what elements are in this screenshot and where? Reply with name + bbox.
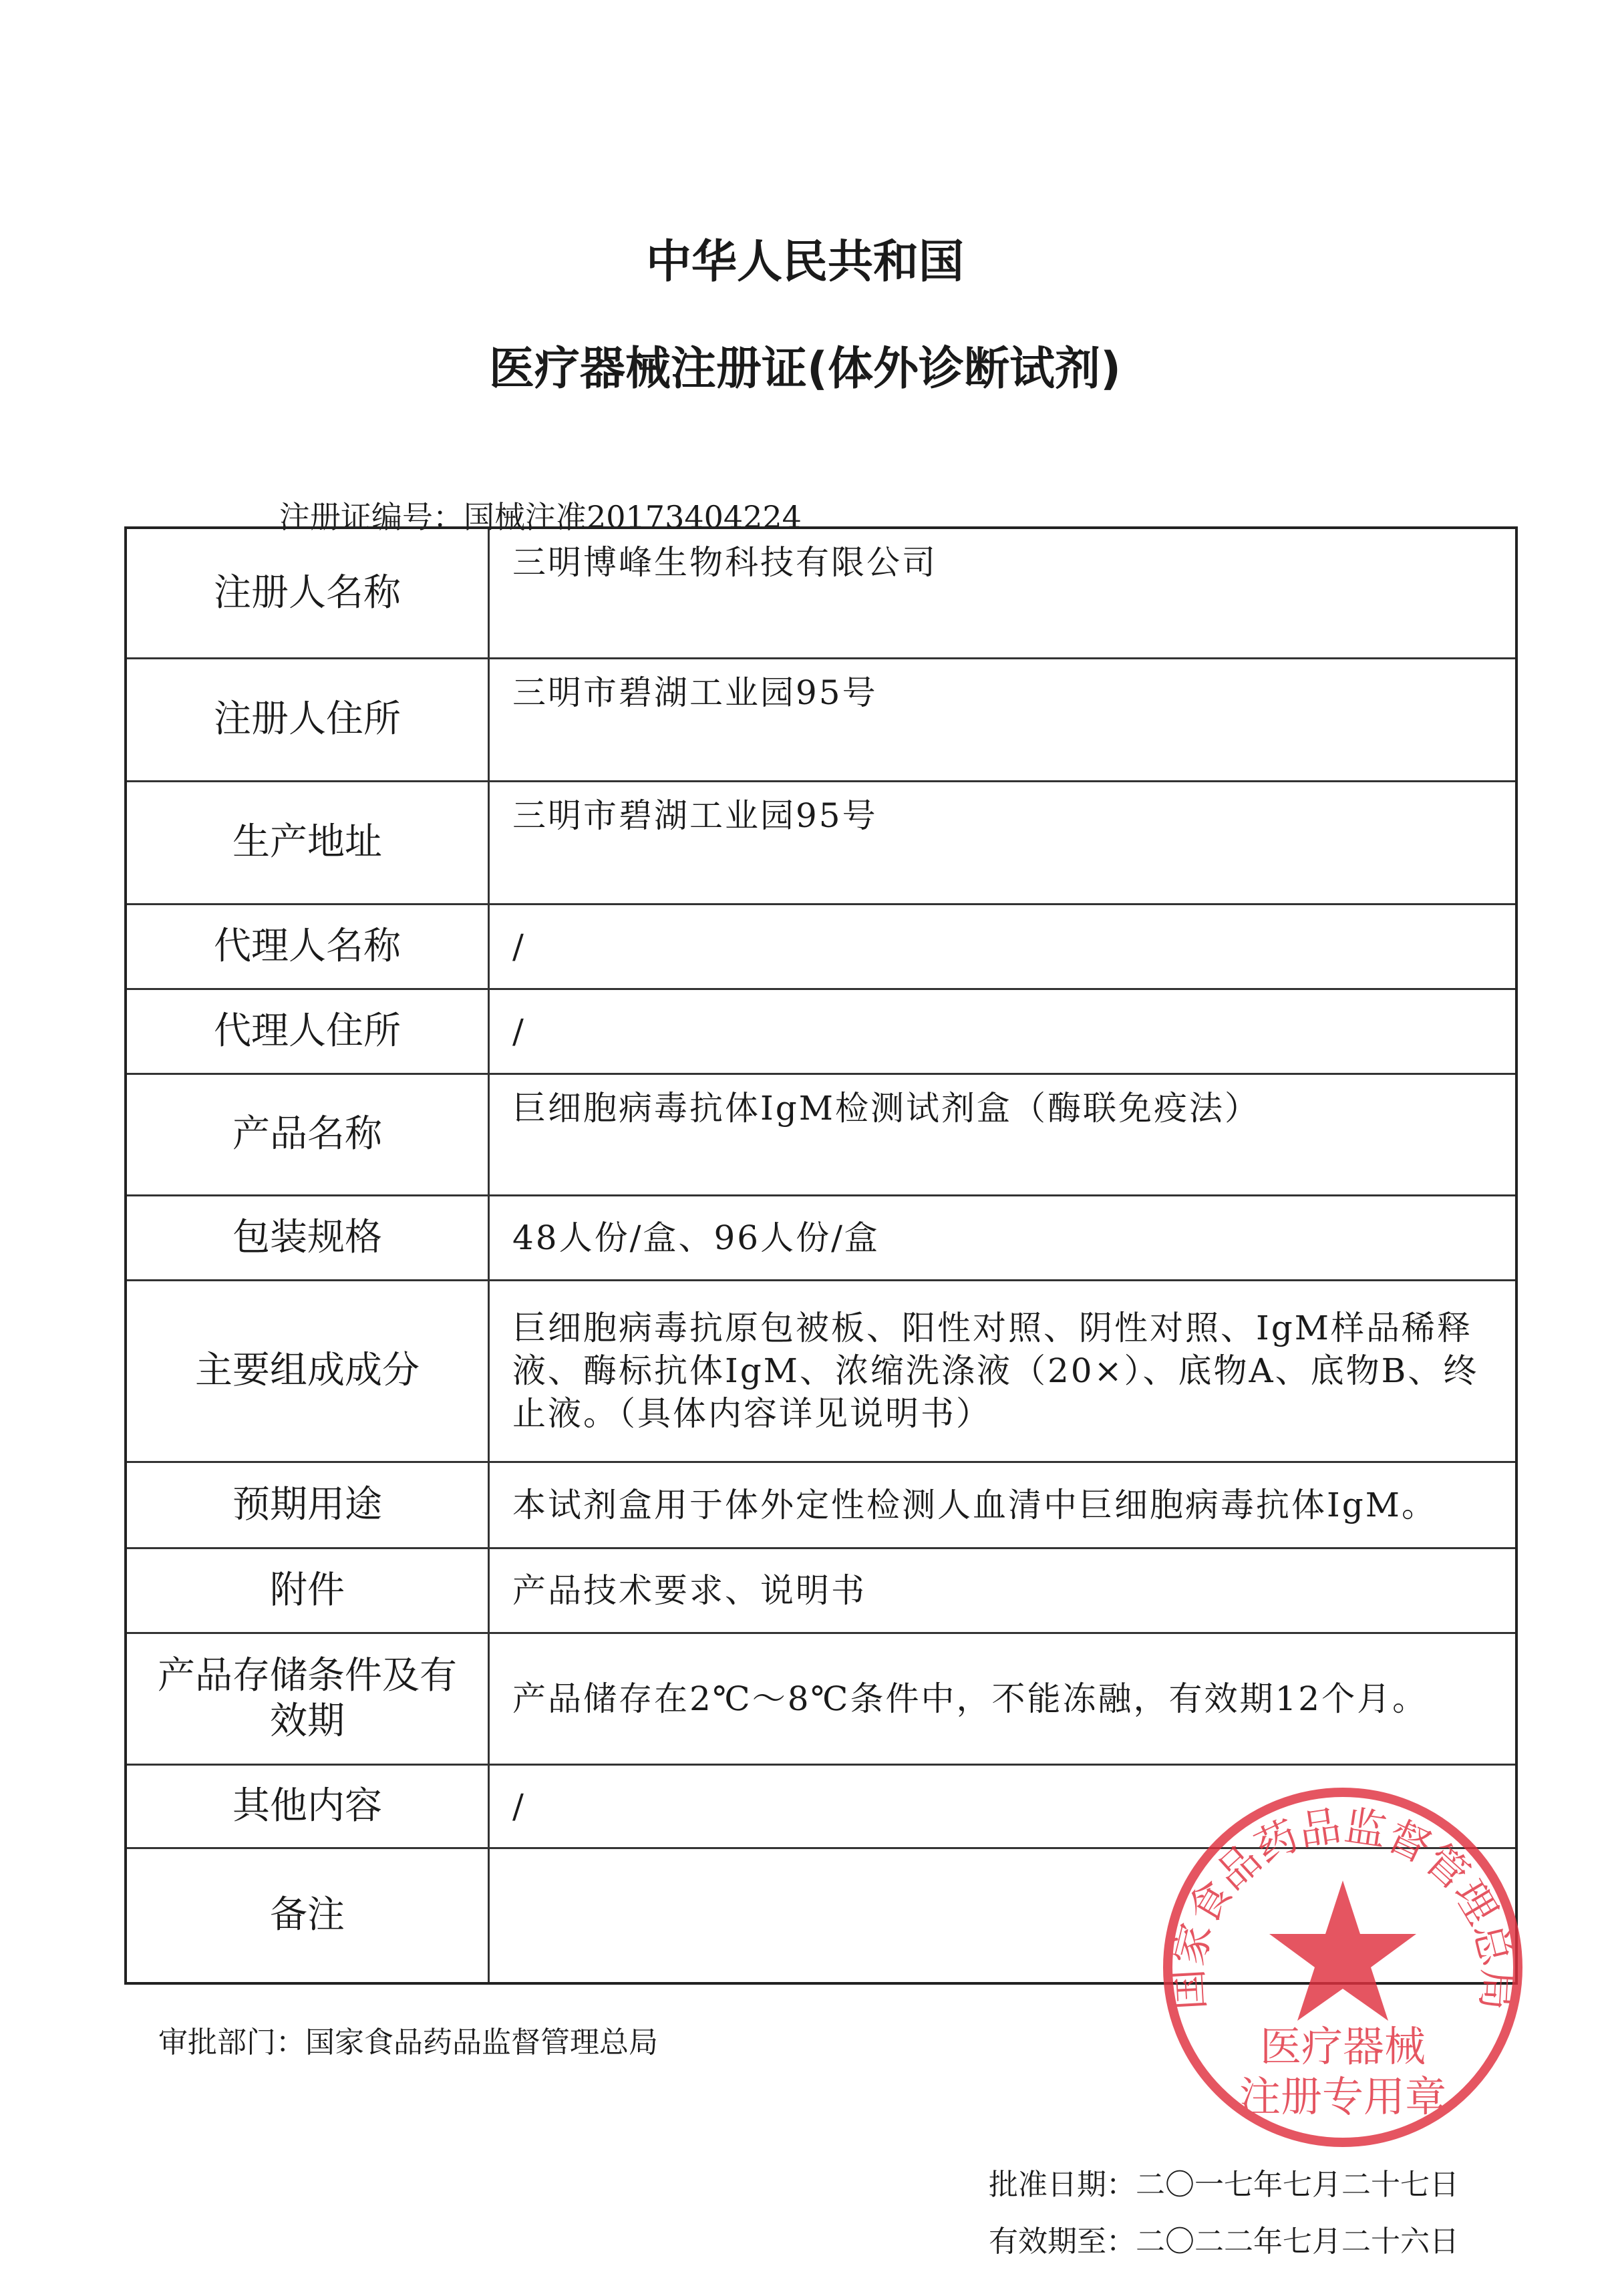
table-row — [126, 1548, 1516, 1633]
row-label: 其他内容 — [126, 1764, 489, 1848]
row-label: 主要组成成分 — [126, 1280, 489, 1462]
row-value: 三明市碧湖工业园95号 — [489, 658, 1517, 781]
row-label: 产品名称 — [126, 1074, 489, 1195]
table-row — [126, 1280, 1516, 1462]
row-label: 注册人名称 — [126, 528, 489, 658]
row-value: 巨细胞病毒抗体IgM检测试剂盒（酶联免疫法） — [489, 1074, 1517, 1195]
row-label: 包装规格 — [126, 1195, 489, 1280]
row-value: / — [489, 1764, 1517, 1848]
row-value: 三明市碧湖工业园95号 — [489, 781, 1517, 904]
row-label: 预期用途 — [126, 1462, 489, 1548]
row-value: 产品储存在2℃～8℃条件中，不能冻融，有效期12个月。 — [489, 1633, 1517, 1764]
official-seal — [1156, 1780, 1530, 2154]
row-label: 备注 — [126, 1848, 489, 1983]
table-row — [126, 528, 1516, 658]
valid-until: 有效期至：二〇二二年七月二十六日 — [989, 2225, 1459, 2259]
row-label: 产品存储条件及有效期 — [126, 1633, 489, 1764]
row-value: / — [489, 989, 1517, 1074]
table-row — [126, 1195, 1516, 1280]
row-value: 巨细胞病毒抗原包被板、阳性对照、阴性对照、IgM样品稀释液、酶标抗体IgM、浓缩洗涤液（20×）、底物A、底物B、终止液。（具体内容详见说明书） — [489, 1280, 1517, 1462]
seal-center-text: 注册专用章 — [1239, 2072, 1447, 2121]
document-subtitle: 医疗器械注册证(体外诊断试剂) — [488, 343, 1122, 395]
row-label: 代理人名称 — [126, 904, 489, 989]
row-label: 代理人住所 — [126, 989, 489, 1074]
table-row — [126, 1462, 1516, 1548]
seal-ring-text: 国家食品药品监督管理总局 — [1162, 1800, 1523, 2012]
table-row — [126, 989, 1516, 1074]
star-icon — [1269, 1880, 1416, 2021]
row-value: 本试剂盒用于体外定性检测人血清中巨细胞病毒抗体IgM。 — [489, 1462, 1517, 1548]
row-label: 注册人住所 — [126, 658, 489, 781]
table-row — [126, 904, 1516, 989]
document-title: 中华人民共和国 — [645, 236, 964, 289]
row-value: 48人份/盒、96人份/盒 — [489, 1195, 1517, 1280]
row-value: 产品技术要求、说明书 — [489, 1548, 1517, 1633]
table-row — [126, 1633, 1516, 1764]
row-label: 附件 — [126, 1548, 489, 1633]
row-value: 三明博峰生物科技有限公司 — [489, 528, 1517, 658]
table-row — [126, 658, 1516, 781]
approval-department: 审批部门：国家食品药品监督管理总局 — [158, 2025, 658, 2060]
table-row — [126, 781, 1516, 904]
table-row — [126, 1074, 1516, 1195]
seal-center-text: 医疗器械 — [1259, 2022, 1426, 2071]
row-label: 生产地址 — [126, 781, 489, 904]
approval-date: 批准日期：二〇一七年七月二十七日 — [989, 2168, 1459, 2202]
registration-number: 注册证编号：国械注准20173404224 — [279, 499, 802, 535]
row-value: / — [489, 904, 1517, 989]
certificate-table — [124, 526, 1518, 1985]
